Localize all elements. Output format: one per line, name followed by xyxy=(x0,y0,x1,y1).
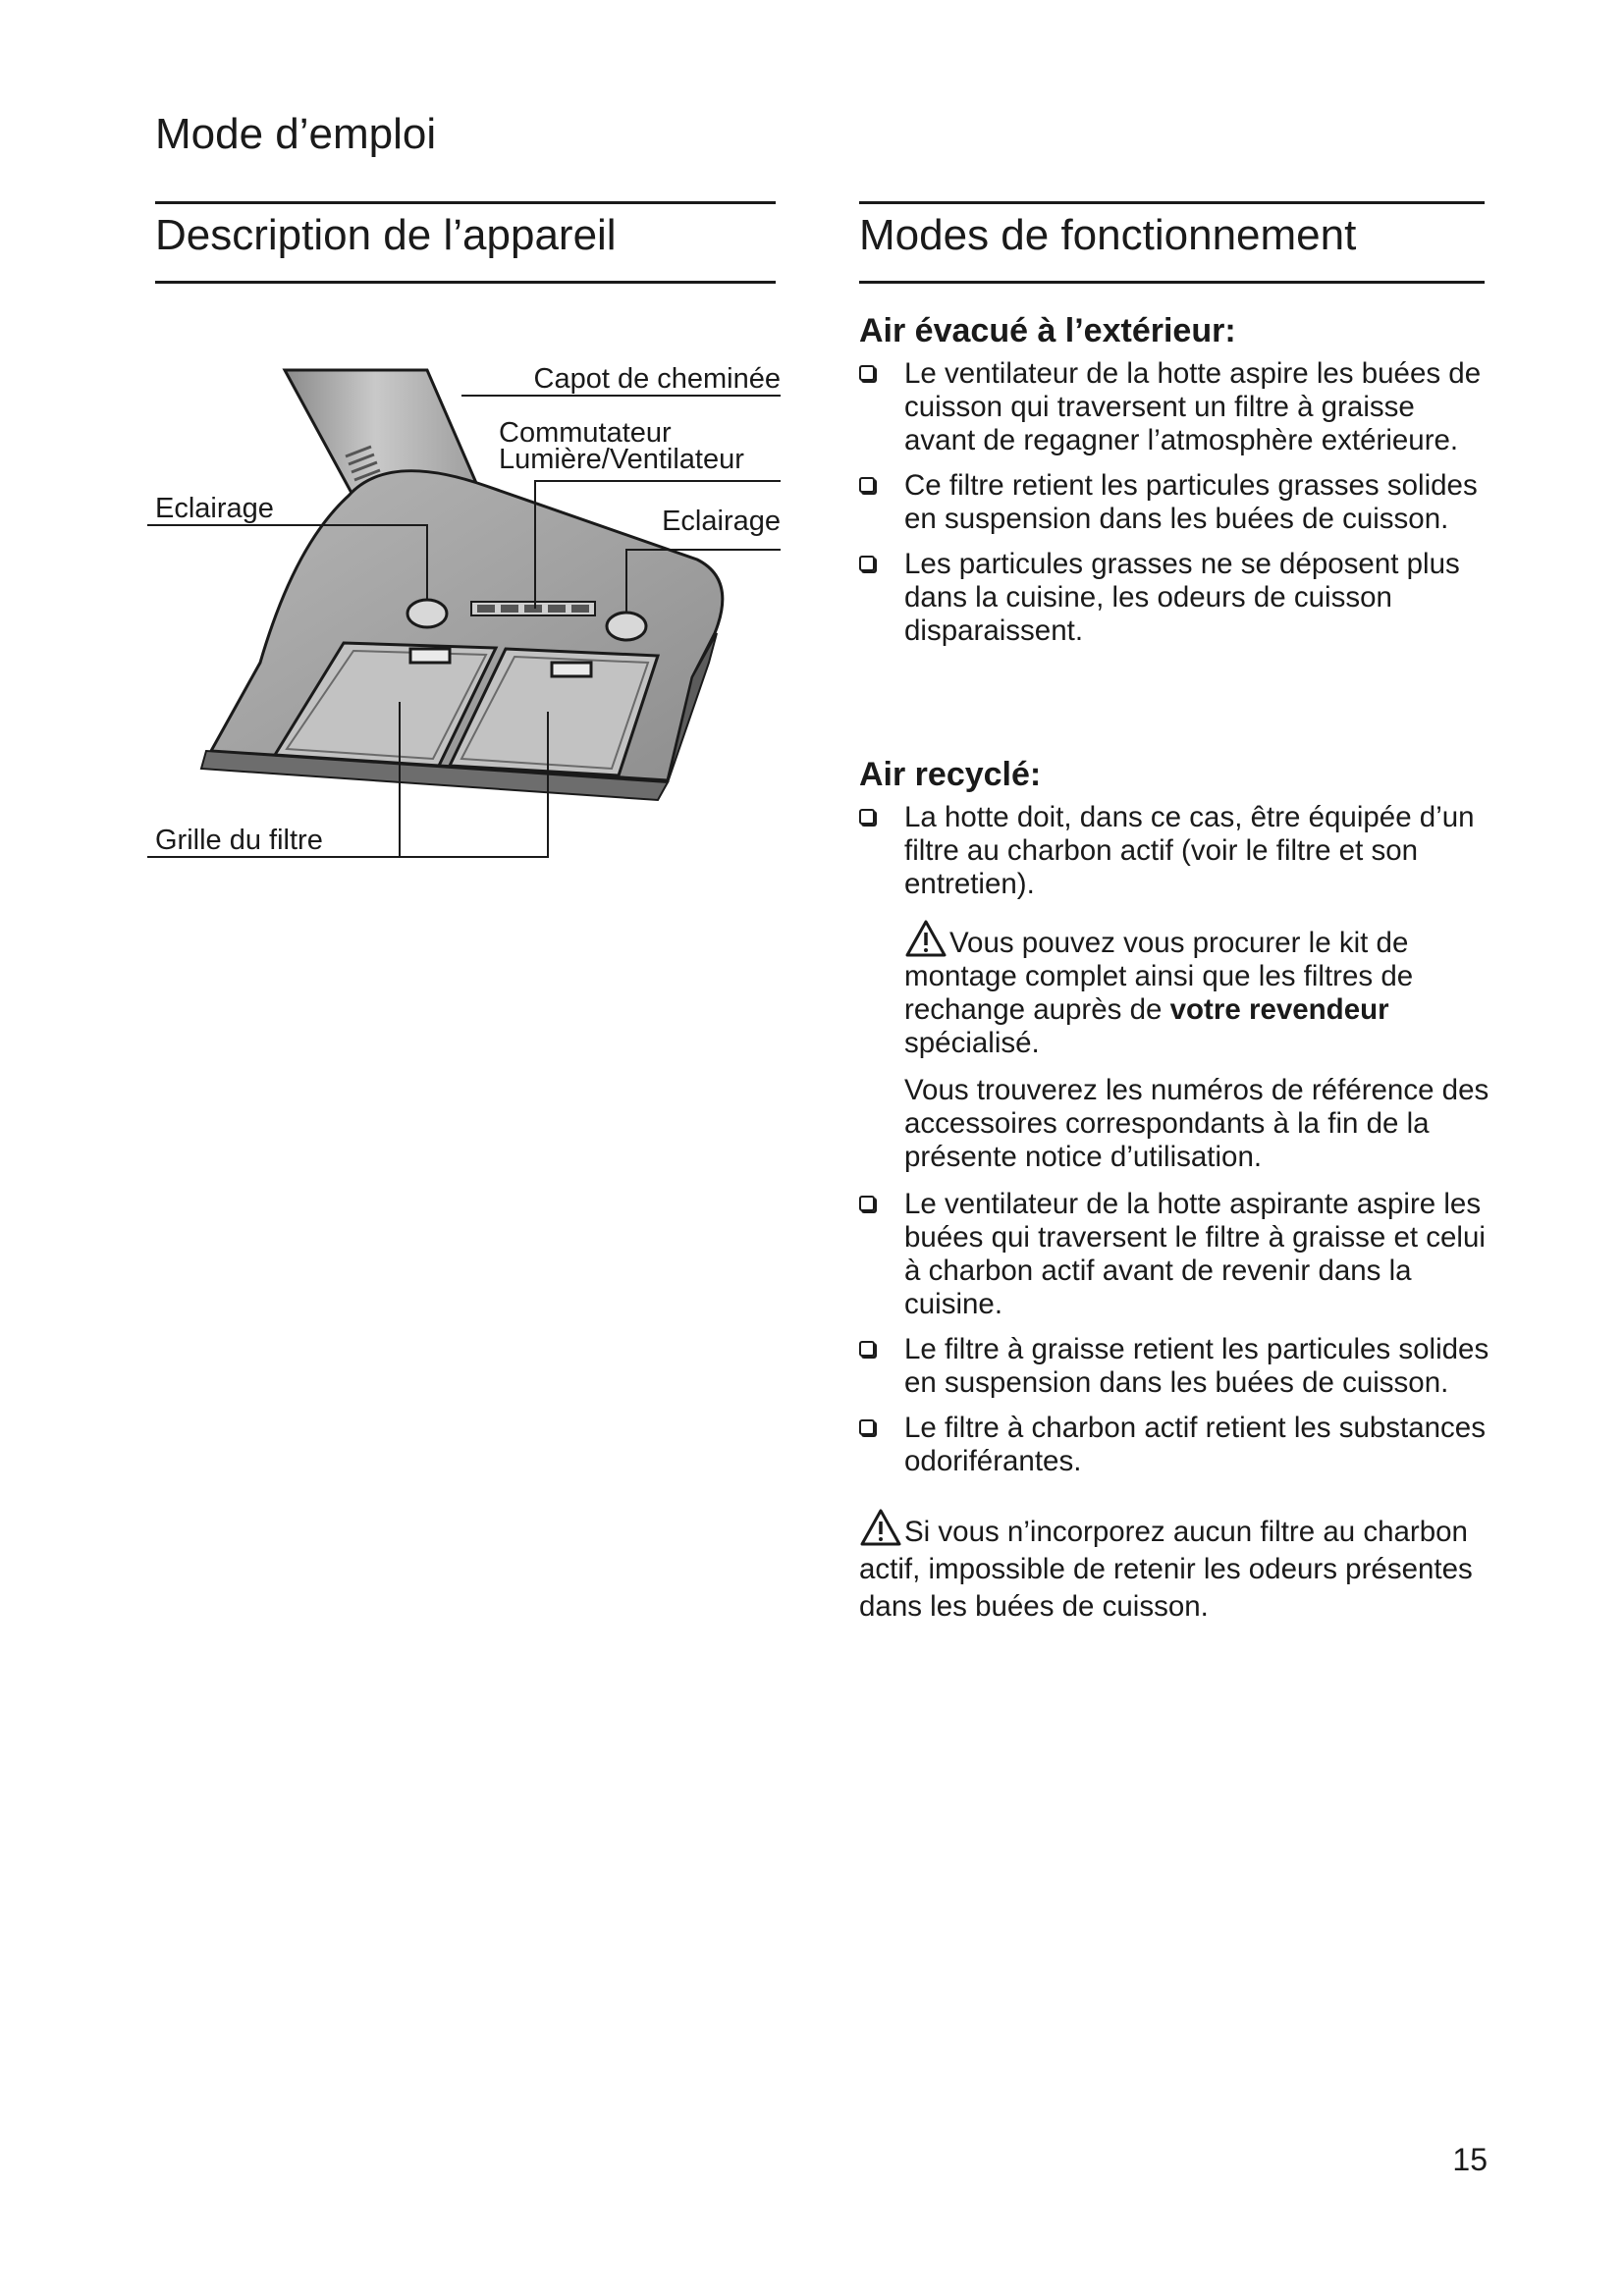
note-paragraph-2: Vous trouverez les numéros de référence des accessoires correspondants à la fin de la présente notice d’utilisation. xyxy=(904,1074,1489,1173)
note-paragraph-1: Vous pouvez vous procurer le kit de montage complet ainsi que les filtres de rechange auprès de votre revendeur spécialisé. xyxy=(904,919,1492,1060)
final-warning-note: Si vous n’incorporez aucun filtre au charbon actif, impossible de retenir les odeurs présentes dans les buées de cuisson. xyxy=(859,1508,1492,1626)
left-heading-rule-bottom xyxy=(155,281,776,284)
label-commutateur-line1: Commutateur xyxy=(499,417,672,449)
recycle-title: Air recyclé: xyxy=(859,756,1042,793)
recycle-note xyxy=(904,919,1492,1174)
checkbox-bullet-icon xyxy=(859,477,875,493)
light-right-shape xyxy=(607,613,646,640)
recycle-list-first xyxy=(859,801,1492,901)
right-column-content xyxy=(859,314,1492,1655)
warning-triangle-icon xyxy=(904,919,947,958)
recycle-list xyxy=(859,1188,1492,1478)
list-item: Le ventilateur de la hotte aspirante aspire les buées qui traversent le filtre à graisse et celui à charbon actif avant de revenir dans la cuisine. xyxy=(859,1188,1492,1321)
right-heading-rule-top xyxy=(859,201,1485,204)
grille-handle-right xyxy=(552,663,591,676)
list-item: Les particules grasses ne se déposent plus dans la cuisine, les odeurs de cuisson disparaissent. xyxy=(859,548,1492,648)
section-gap xyxy=(859,660,1492,758)
light-left-shape xyxy=(407,600,447,627)
checkbox-bullet-icon xyxy=(859,556,875,571)
right-heading-rule-bottom xyxy=(859,281,1485,284)
checkbox-bullet-icon xyxy=(859,1419,875,1435)
label-eclairage-right: Eclairage xyxy=(662,506,781,537)
warning-triangle-icon xyxy=(859,1508,902,1547)
list-item: La hotte doit, dans ce cas, être équipée d’un filtre au charbon actif (voir le filtre et son entretien). xyxy=(859,801,1492,901)
page-title: Mode d’emploi xyxy=(155,110,437,158)
right-section-heading: Modes de fonctionnement xyxy=(859,211,1357,259)
left-section-heading: Description de l’appareil xyxy=(155,211,617,259)
checkbox-bullet-icon xyxy=(859,1196,875,1211)
exterieur-title: Air évacué à l’extérieur: xyxy=(859,312,1236,349)
checkbox-bullet-icon xyxy=(859,809,875,825)
label-commutateur-line2: Lumière/Ventilateur xyxy=(499,444,744,475)
switch-buttons xyxy=(477,605,589,613)
label-grille: Grille du filtre xyxy=(155,825,323,856)
list-item: Ce filtre retient les particules grasses solides en suspension dans les buées de cuisson. xyxy=(859,469,1492,536)
grille-handle-left xyxy=(410,649,450,663)
page-number: 15 xyxy=(1452,2142,1488,2177)
list-item: Le filtre à graisse retient les particules solides en suspension dans les buées de cuisson. xyxy=(859,1333,1492,1400)
checkbox-bullet-icon xyxy=(859,1341,875,1357)
list-item: Le filtre à charbon actif retient les substances odoriférantes. xyxy=(859,1412,1492,1478)
left-heading-rule-top xyxy=(155,201,776,204)
checkbox-bullet-icon xyxy=(859,365,875,381)
hood-diagram xyxy=(147,348,785,879)
list-item: Le ventilateur de la hotte aspire les buées de cuisson qui traversent un filtre à graisse avant de regagner l’atmosphère extérieure. xyxy=(859,357,1492,457)
label-capot: Capot de cheminée xyxy=(533,363,781,395)
exterieur-list xyxy=(859,357,1492,648)
label-eclairage-left: Eclairage xyxy=(155,493,274,524)
